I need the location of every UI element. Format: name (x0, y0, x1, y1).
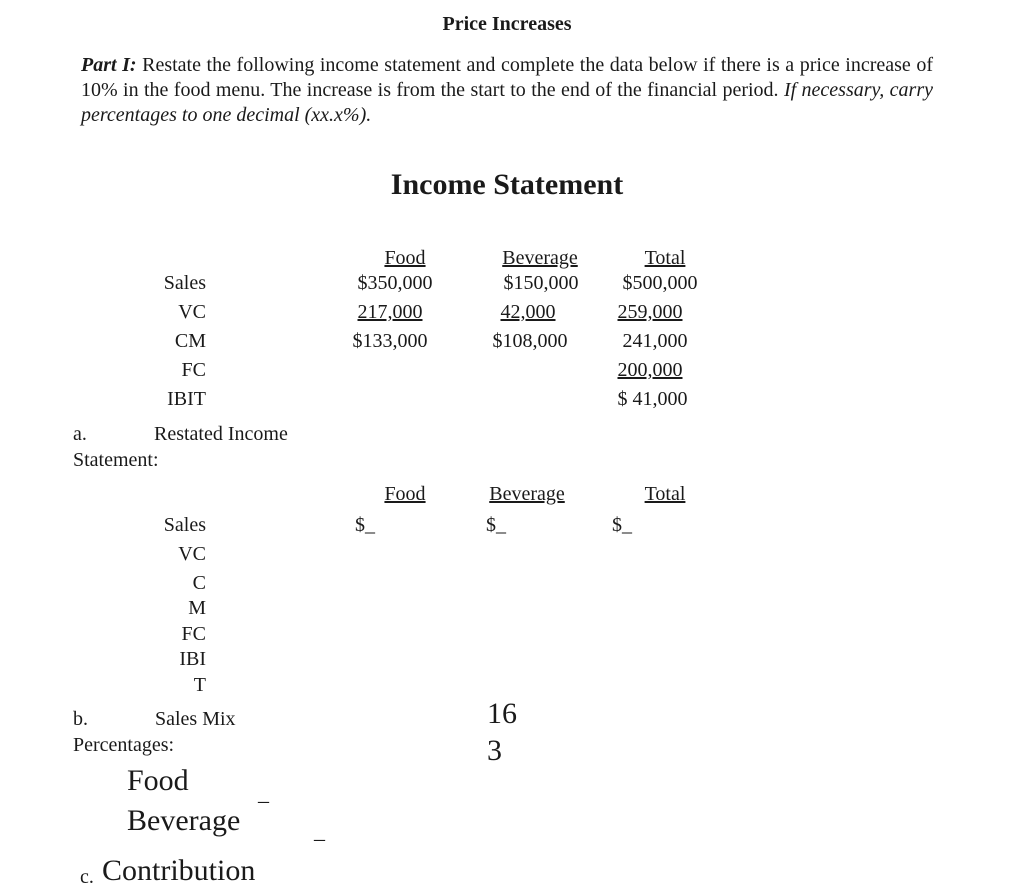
restated-sales-food-blank[interactable]: $_ (355, 514, 375, 536)
sales-mix-food-label: Food (127, 764, 189, 797)
vc-food: 217,000 (357, 301, 423, 323)
part-one-instructions (81, 53, 933, 128)
part-one-text: Restate the following income statement and complete the data below if there is a price increase of 10% in the food menu. The increase is from the start to the end of the financial period. (81, 54, 933, 101)
sales-beverage: $150,000 (503, 272, 579, 294)
part-one-label: Part I: (81, 54, 137, 76)
col-header-food: Food (384, 247, 426, 269)
ibit-total: $ 41,000 (617, 388, 688, 410)
section-a-label-line2: Statement: (73, 449, 159, 471)
section-b-label-line2: Percentages: (73, 734, 175, 756)
col-header-total: Total (644, 247, 686, 269)
sales-mix-beverage-label: Beverage (127, 804, 241, 837)
restated-row-fc: FC (181, 623, 206, 645)
restated-row-t: T (193, 674, 206, 696)
section-b-label-line1: Sales Mix (155, 708, 236, 730)
part-one-note: If necessary, carry percentages to one decimal (xx.x%). (81, 79, 934, 126)
section-c-label: Contribution (102, 854, 256, 887)
restated-col-beverage: Beverage (489, 483, 565, 505)
restated-sales-beverage-blank[interactable]: $_ (486, 514, 506, 536)
page-title: Price Increases (442, 13, 572, 35)
vc-beverage: 42,000 (500, 301, 556, 323)
income-statement-heading: Income Statement (390, 168, 624, 201)
restated-row-c: C (192, 572, 206, 594)
sales-food: $350,000 (357, 272, 433, 294)
section-c-letter: c. (80, 866, 94, 888)
cm-total: 241,000 (622, 330, 688, 352)
fc-total: 200,000 (617, 359, 683, 381)
vc-total: 259,000 (617, 301, 683, 323)
sales-mix-beverage-blank[interactable]: _ (314, 818, 325, 843)
restated-col-food: Food (384, 483, 426, 505)
row-label-sales: Sales (163, 272, 206, 294)
cm-beverage: $108,000 (492, 330, 568, 352)
sales-mix-food-blank[interactable]: _ (258, 780, 269, 805)
section-a-label-line1: Restated Income (154, 423, 288, 445)
row-label-vc: VC (178, 301, 206, 323)
row-label-ibit: IBIT (167, 388, 206, 410)
row-label-fc: FC (181, 359, 206, 381)
restated-col-total: Total (644, 483, 686, 505)
cm-food: $133,000 (352, 330, 428, 352)
restated-row-m: M (188, 597, 206, 619)
col-header-beverage: Beverage (502, 247, 578, 269)
section-b-letter: b. (73, 708, 88, 730)
restated-sales-total-blank[interactable]: $_ (612, 514, 632, 536)
row-label-cm: CM (174, 330, 206, 352)
section-a-letter: a. (73, 423, 87, 445)
restated-row-sales: Sales (163, 514, 206, 536)
page-number-line2: 3 (487, 734, 502, 767)
page-number-line1: 16 (487, 697, 517, 730)
restated-row-vc: VC (178, 543, 206, 565)
restated-row-ibi: IBI (179, 648, 206, 670)
sales-total: $500,000 (622, 272, 698, 294)
